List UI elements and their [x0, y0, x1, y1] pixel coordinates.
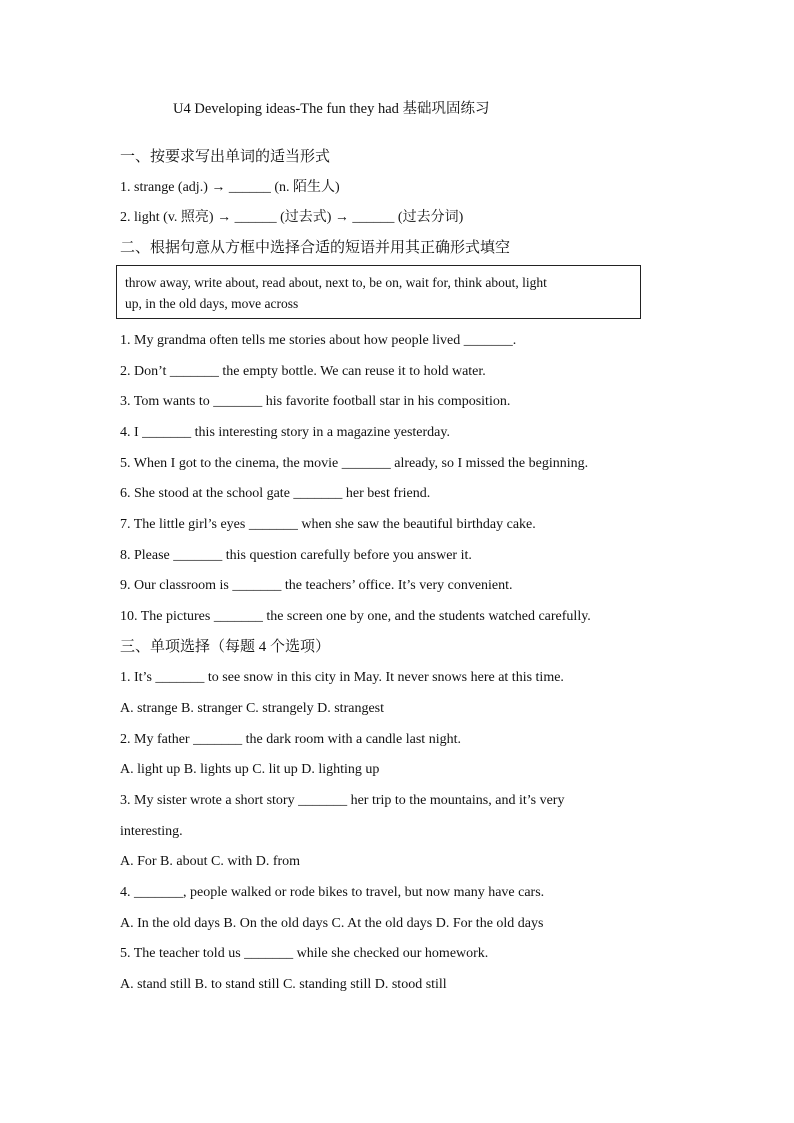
options-line: A. In the old days B. On the old days C. At the old days D. For the old days — [120, 916, 544, 931]
section2-heading: 二、根据句意从方框中选择合适的短语并用其正确形式填空 — [120, 240, 511, 256]
section1-heading: 一、按要求写出单词的适当形式 — [120, 149, 331, 165]
section2-item: 6. She stood at the school gate _______ her best friend. — [120, 486, 431, 501]
section1-item: 2. light (v. 照亮) → ______ (过去式) → ______ (过去分词) — [120, 210, 464, 225]
section2-item: 1. My grandma often tells me stories about how people lived _______. — [120, 333, 517, 348]
options-line: A. light up B. lights up C. lit up D. lighting up — [120, 762, 380, 777]
options-line: A. stand still B. to stand still C. standing still D. stood still — [120, 977, 447, 992]
section2-item: 9. Our classroom is _______ the teachers’ office. It’s very convenient. — [120, 578, 513, 593]
question-line-continued: interesting. — [120, 824, 183, 839]
phrase-box-line: up, in the old days, move across — [125, 296, 299, 311]
section2-item: 3. Tom wants to _______ his favorite football star in his composition. — [120, 394, 511, 409]
section2-item: 7. The little girl’s eyes _______ when she saw the beautiful birthday cake. — [120, 517, 536, 532]
question-line: 3. My sister wrote a short story _______ her trip to the mountains, and it’s very — [120, 793, 565, 808]
question-line: 2. My father _______ the dark room with a candle last night. — [120, 732, 461, 747]
section2-item: 10. The pictures _______ the screen one by one, and the students watched carefully. — [120, 609, 591, 624]
options-line: A. For B. about C. with D. from — [120, 854, 301, 869]
question-line: 5. The teacher told us _______ while she checked our homework. — [120, 946, 489, 961]
section2-item: 2. Don’t _______ the empty bottle. We can reuse it to hold water. — [120, 364, 486, 379]
options-line: A. strange B. stranger C. strangely D. strangest — [120, 701, 384, 716]
section2-item: 8. Please _______ this question carefully before you answer it. — [120, 548, 472, 563]
question-line: 4. _______, people walked or rode bikes to travel, but now many have cars. — [120, 885, 545, 900]
section3-heading: 三、单项选择（每题 4 个选项） — [120, 639, 331, 655]
phrase-box-line: throw away, write about, read about, next to, be on, wait for, think about, light — [125, 275, 547, 290]
document-title: U4 Developing ideas-The fun they had 基础巩固练习 — [173, 101, 490, 117]
question-line: 1. It’s _______ to see snow in this city in May. It never snows here at this time. — [120, 670, 564, 685]
section1-item: 1. strange (adj.) → ______ (n. 陌生人) — [120, 180, 340, 195]
section2-item: 4. I _______ this interesting story in a magazine yesterday. — [120, 425, 450, 440]
section2-item: 5. When I got to the cinema, the movie _______ already, so I missed the beginning. — [120, 456, 589, 471]
phrase-box — [116, 265, 641, 319]
